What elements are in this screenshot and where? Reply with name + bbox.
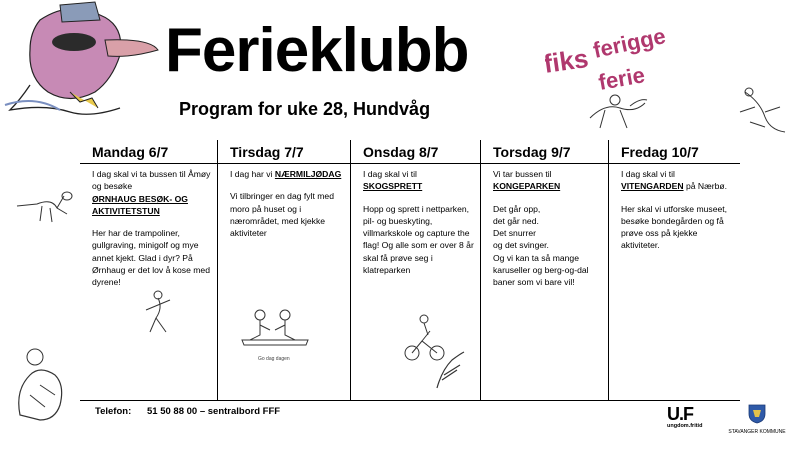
brand-word-0: fiks bbox=[545, 42, 591, 79]
phone-label: Telefon: bbox=[95, 406, 132, 417]
day-details: Det går opp, det går ned. Det snurrer og det svinger. Og vi kan ta så mange karuseller og berg-og-dal baner som vi bare vil! bbox=[493, 203, 589, 288]
day-details: Her har de trampoliner, gullgraving, minigolf og mye annet kjekt. Glad i dyr? På Ørnhaug er det lov å kose med dyrene! bbox=[92, 228, 210, 288]
brand-word-2: ferie bbox=[596, 62, 647, 95]
bird-figure-sketch bbox=[12, 186, 80, 226]
day-column-friday bbox=[609, 140, 740, 400]
day-intro: I dag skal vi til bbox=[363, 169, 417, 179]
schedule-table bbox=[80, 140, 740, 400]
day-description bbox=[80, 164, 217, 289]
cartoon-character-illustration bbox=[0, 0, 165, 125]
page-title: Ferieklubb bbox=[165, 16, 469, 85]
page-subtitle: Program for uke 28, Hundvåg bbox=[179, 99, 431, 119]
uf-logo bbox=[667, 405, 717, 429]
day-intro: I dag skal vi til bbox=[621, 169, 675, 179]
uf-logo-mark: U.F bbox=[667, 404, 693, 424]
running-figure-sketch bbox=[585, 88, 650, 133]
day-intro: Vi tar bussen til bbox=[493, 169, 552, 179]
destination-name: SKOGSPRETT bbox=[363, 181, 423, 192]
destination-name: VITENGARDEN bbox=[621, 181, 684, 192]
uf-logo-subtitle: ungdom.fritid bbox=[667, 423, 703, 429]
coat-of-arms-icon bbox=[748, 404, 766, 424]
destination-name: NÆRMILJØDAG bbox=[274, 169, 342, 179]
day-column-tuesday bbox=[218, 140, 351, 400]
day-details: Vi tilbringer en dag fylt med moro på huset og i nærområdet, med kjekke aktiviteter bbox=[230, 191, 334, 239]
stavanger-kommune-logo bbox=[722, 404, 792, 435]
day-heading: Onsdag 8/7 bbox=[351, 140, 480, 164]
brand-word-1: ferigge bbox=[590, 28, 668, 63]
day-heading: Torsdag 9/7 bbox=[481, 140, 608, 164]
stavanger-kommune-label: STAVANGER KOMMUNE bbox=[728, 429, 786, 435]
destination-name: ØRNHAUG BESØK- OG AKTIVITETSTUN bbox=[92, 193, 188, 216]
day-column-thursday bbox=[481, 140, 609, 400]
day-heading: Fredag 10/7 bbox=[609, 140, 740, 164]
acrobat-figure-sketch bbox=[735, 82, 790, 137]
day-intro: I dag skal vi ta bussen til Åmøy og besøke bbox=[92, 169, 211, 192]
day-details: Hopp og sprett i nettparken, pil- og bueskyting, villmarkskole og capture the flag! Og alle som er over 8 år skal få prøve seg i klatreparken bbox=[363, 203, 474, 276]
phone-number: 51 50 88 00 – sentralbord FFF bbox=[147, 406, 281, 417]
day-heading: Mandag 6/7 bbox=[80, 140, 217, 164]
sketch-caption: Go dag dagen bbox=[258, 356, 290, 362]
destination-name: KONGEPARKEN bbox=[493, 181, 561, 192]
day-description: I dag skal vi til VITENGARDEN på Nærbø. Her skal vi utforske museet, besøke bondegården og få prøve oss på kjekke aktiviteter. bbox=[609, 164, 740, 252]
day-intro: I dag har vi bbox=[230, 169, 273, 179]
bottom-left-character-sketch bbox=[0, 345, 85, 425]
day-details: Her skal vi utforske museet, besøke bondegården og få prøve oss på kjekke aktiviteter. bbox=[621, 203, 728, 251]
day-description bbox=[218, 164, 350, 239]
day-column-wednesday bbox=[351, 140, 481, 400]
day-column-monday bbox=[80, 140, 218, 400]
day-description bbox=[481, 164, 608, 289]
day-heading: Tirsdag 7/7 bbox=[218, 140, 350, 164]
day-description bbox=[351, 164, 480, 276]
table-bottom-rule bbox=[80, 400, 740, 401]
